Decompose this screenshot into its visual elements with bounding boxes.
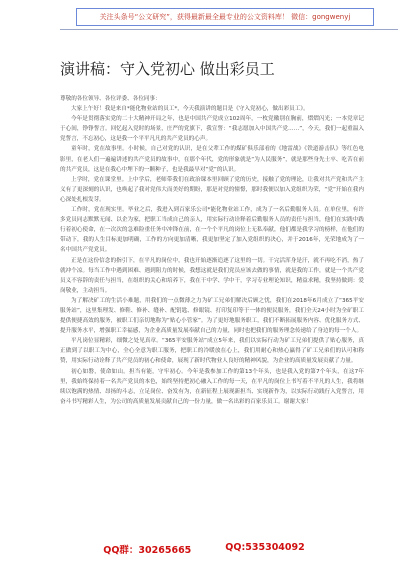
- paragraph: 童年时，党在故事里。小时候，自己对党的认识，是在父辈工作的煤矿俱乐部看的《地雷战》《铁道游击队》等红色电影里，在老人们一遍遍讲述的共产党员的故事中，在那个年代，党的形象就是“为人民服务”，就是那些身先士卒、吃苦在前的共产党员，这是在我心中埋下的一颗种子，也是我最早对“党”的认识。: [60, 146, 364, 173]
- header-divider: [60, 29, 398, 30]
- header-banner: [76, 8, 374, 26]
- footer-qq-group: QQ群：30265665: [103, 545, 192, 556]
- document-body: [60, 94, 364, 526]
- paragraph: 上学时，党在课堂里。上中学后，老师带我们在政治课本里回顾了党的历史，接触了党的理论，让我对共产党和共产主义有了更深刻的认识，也唤起了我对党伟大而美好的期盼，那是对党的憧憬，那时我便以加入党组织为荣，“党”开始在我内心深处扎根发芽。: [60, 176, 364, 203]
- paragraph: 为了解决矿工的生活小难题，用我们的一点微薄之力为矿工兄弟们解决后顾之忧，我们在2018年6月成立了“365平安服务站”，这里集理发、修鞋、修补、缝补、配钥匙、修眼镜、打印复印等于一体的便民服务，我们全天24小时为全矿职工提供便捷高效的服务，被职工们亲切地称为“贴心小管家”。为了更好地服务职工，我们不断拓展服务内容、优化服务方式、提升服务水平，增强职工幸福感，为企业高质量发展奉献自己的力量，同时也把我们的服务理念传递给了身边的每一个人。: [60, 297, 364, 335]
- paragraph: 工作时，党在现实里。毕业之后，我进入到百家乐公司*能化物业站工作，成为了一名后勤服务人员。在单位里，有许多党员同志默默无闻、以企为家，把职工当成自己的亲人，用实际行动诠释着后勤服务人员的责任与担当，他们在实践中践行着初心使命，在一次次的急难险重任务中冲锋在前，在一个个平凡的岗位上无私奉献，他们都是我学习的榜样，在他们的带动下，我的人生目标更加明确，工作的方向更加清晰，我更加坚定了加入党组织的决心，并于2016年，光荣地成为了一名中国共产党党员。: [60, 207, 364, 254]
- paragraph-greeting: 尊敬的各位领导、各位评委、各位同事：: [60, 96, 161, 102]
- paragraph: 大家上午好！我是来自*能化物业站的员工*，今天我演讲的题目是《守入党初心，做出彩员工》。: [71, 106, 309, 113]
- footer-qq: QQ:535304092: [225, 542, 305, 553]
- header-banner-text: 关注头条号“公文研究”，获得最新最全最专业的公文资料库！ 微信：gongwenyj: [99, 13, 351, 21]
- document-title: 演讲稿：守入党初心 做出彩员工: [60, 60, 275, 78]
- paragraph: 今年是贯彻落实党的二十大精神开局之年，也是中国共产党成立102周年，一枚党徽别在胸前，熠熠闪光；一本党章记于心间，铮铮誓言。回忆起入党时的场景，庄严的党旗下，我宣誓：“我志愿加入中国共产党……”，今天，我们一起重温入党誓言，不忘初心，这是我一个平平凡凡的共产党员的心声。: [60, 116, 364, 143]
- paragraph: 初心如磐，使命如山。担当有能，守牢初心。今年是我参加工作的第13个年头，也是我入党的第7个年头，在这7年里，我始终保持着一名共产党员的本色，始终坚持把初心融入工作的每一天，在平凡的岗位上书写着不平凡的人生，我将继续以饱满的热情、昂扬的斗志，立足岗位、奋发有为，在新征程上展现新担当、实现新作为，以实际行动践行入党誓言，用奋斗书写精彩人生，为公司的高质量发展贡献自己的一份力量，做一名出彩的百家乐员工。谢谢大家！: [60, 368, 364, 405]
- paragraph: 平凡岗位显精彩，细微之处见真章。“365平安服务站”成立5年来，我们以实际行动为矿工兄弟们提供了贴心服务，真正做到了以职工为中心，全心全意为职工服务，把职工的冷暖放在心上，我们用耐心和热心赢得了矿工兄弟们的认可和称赞，用实际行动诠释了共产党员的初心和使命，展现了新时代物业人良好的精神风貌，为企业的高质量发展贡献了力量。: [60, 338, 364, 365]
- footer-contact: [0, 542, 408, 556]
- paragraph: 正是在这份信念的指引下，在平凡的岗位中，我也开始逐渐追逐了这里的一切。干完活浑身是汗，就不再吃不消，热了就冲个凉。每当工作中遇到困难、遇到阻力的时候，我想这就是我们党员应该去做的事情，就是我的工作，就是一个共产党员义不容辞的责任与担当，在组织的关心和培养下，我在干中学、学中干，学习专业理论知识，精益求精，我坚持做到：爱岗敬业，主动担当。: [60, 257, 364, 294]
